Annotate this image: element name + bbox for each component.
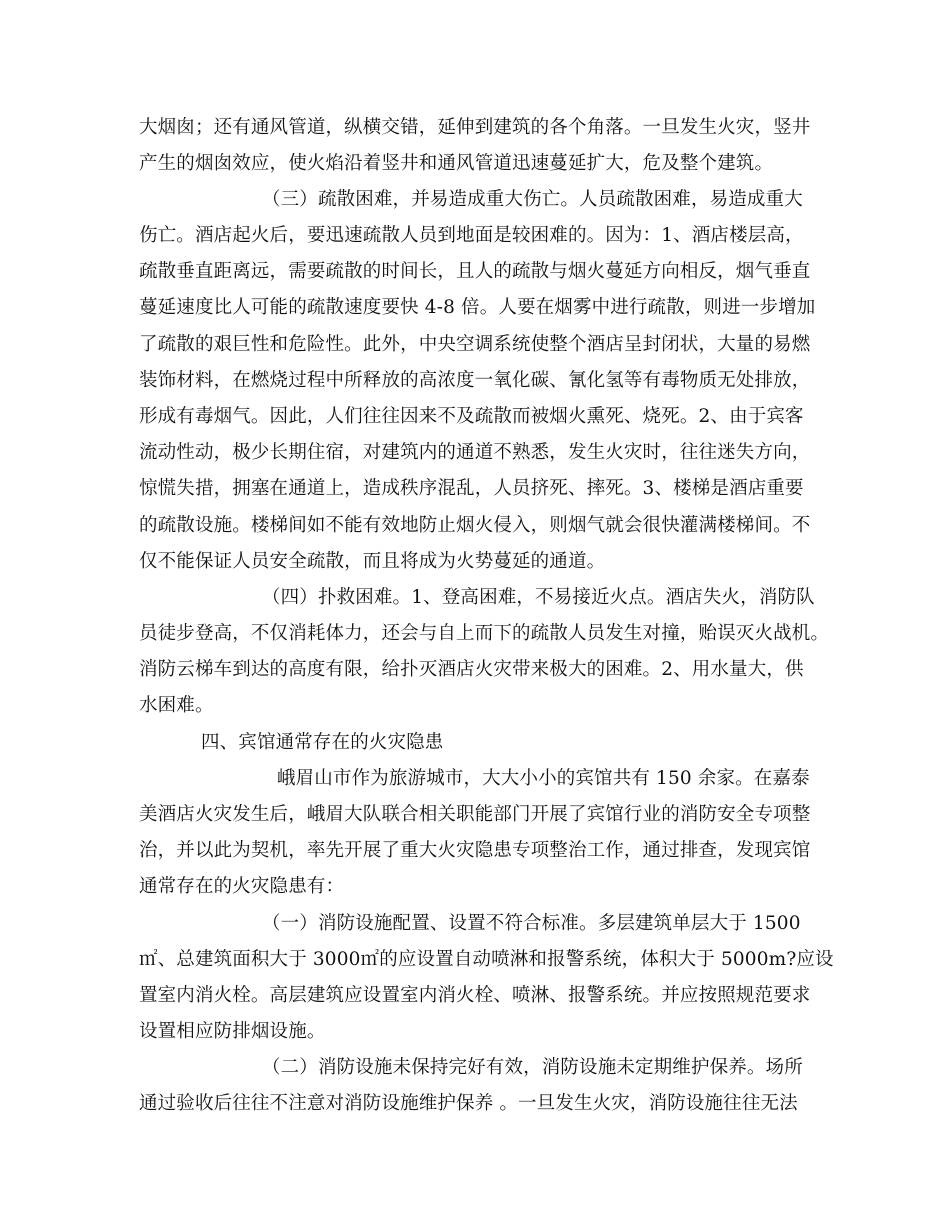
section-heading: 四、宾馆通常存在的火灾隐患 — [201, 732, 444, 753]
text-line: （四）扑救困难。1、登高困难，不易接近火点。酒店失火，消防队 — [262, 587, 815, 608]
text-line: 治，并以此为契机，率先开展了重大火灾隐患专项整治工作，通过排查，发现宾馆 — [139, 840, 811, 861]
text-line: 美酒店火灾发生后，峨眉大队联合相关职能部门开展了宾馆行业的消防安全专项整 — [139, 804, 811, 825]
text-line: 伤亡。酒店起火后，要迅速疏散人员到地面是较困难的。因为：1、酒店楼层高， — [139, 225, 804, 246]
text-line: ㎡、总建筑面积大于 3000㎡的应设置自动喷淋和报警系统，体积大于 5000m?应设 — [139, 949, 834, 970]
text-line: 的疏散设施。楼梯间如不能有效地防止烟火侵入，则烟气就会很快灌满楼梯间。不 — [139, 515, 811, 536]
text-line: 员徒步登高，不仅消耗体力，还会与自上而下的疏散人员发生对撞，贻误灭火战机。 — [139, 623, 830, 644]
text-line: 仅不能保证人员安全疏散，而且将成为火势蔓延的通道。 — [139, 551, 606, 572]
text-line: 产生的烟囱效应，使火焰沿着竖井和通风管道迅速蔓延扩大，危及整个建筑。 — [139, 153, 774, 174]
text-line: （一）消防设施配置、设置不符合标准。多层建筑单层大于 1500 — [262, 913, 801, 934]
text-line: 惊慌失措，拥塞在通道上，造成秩序混乱，人员挤死、摔死。3、楼梯是酒店重要 — [139, 478, 804, 499]
text-line: 消防云梯车到达的高度有限，给扑灭酒店火灾带来极大的困难。2、用水量大，供 — [139, 659, 804, 680]
text-line: 置室内消火栓。高层建筑应设置室内消火栓、喷淋、报警系统。并应按照规范要求 — [139, 985, 811, 1006]
text-line: 疏散垂直距离远，需要疏散的时间长，且人的疏散与烟火蔓延方向相反，烟气垂直 — [139, 261, 811, 282]
text-line: 大烟囱；还有通风管道，纵横交错，延伸到建筑的各个角落。一旦发生火灾，竖井 — [139, 117, 811, 138]
text-line: 蔓延速度比人可能的疏散速度要快 4-8 倍。人要在烟雾中进行疏散，则进一步增加 — [139, 297, 816, 318]
text-line: 装饰材料，在燃烧过程中所释放的高浓度一氧化碳、氰化氢等有毒物质无处排放， — [139, 370, 811, 391]
text-line: 通常存在的火灾隐患有： — [139, 876, 345, 897]
text-line: 形成有毒烟气。因此，人们往往因来不及疏散而被烟火熏死、烧死。2、由于宾客 — [139, 406, 804, 427]
text-line: 流动性动，极少长期住宿，对建筑内的通道不熟悉，发生火灾时，往往迷失方向， — [139, 442, 811, 463]
text-line: 设置相应防排烟设施。 — [139, 1021, 326, 1042]
text-line: 通过验收后往往不注意对消防设施维护保养 。一旦发生火灾，消防设施往往无法 — [139, 1093, 798, 1114]
text-line: 水困难。 — [139, 695, 214, 716]
text-line: 峨眉山市作为旅游城市，大大小小的宾馆共有 150 余家。在嘉泰 — [277, 768, 810, 789]
text-line: （三）疏散困难，并易造成重大伤亡。人员疏散困难，易造成重大 — [262, 189, 803, 210]
text-line: （二）消防设施未保持完好有效，消防设施未定期维护保养。场所 — [262, 1057, 803, 1078]
text-line: 了疏散的艰巨性和危险性。此外，中央空调系统使整个酒店呈封闭状，大量的易燃 — [139, 334, 811, 355]
